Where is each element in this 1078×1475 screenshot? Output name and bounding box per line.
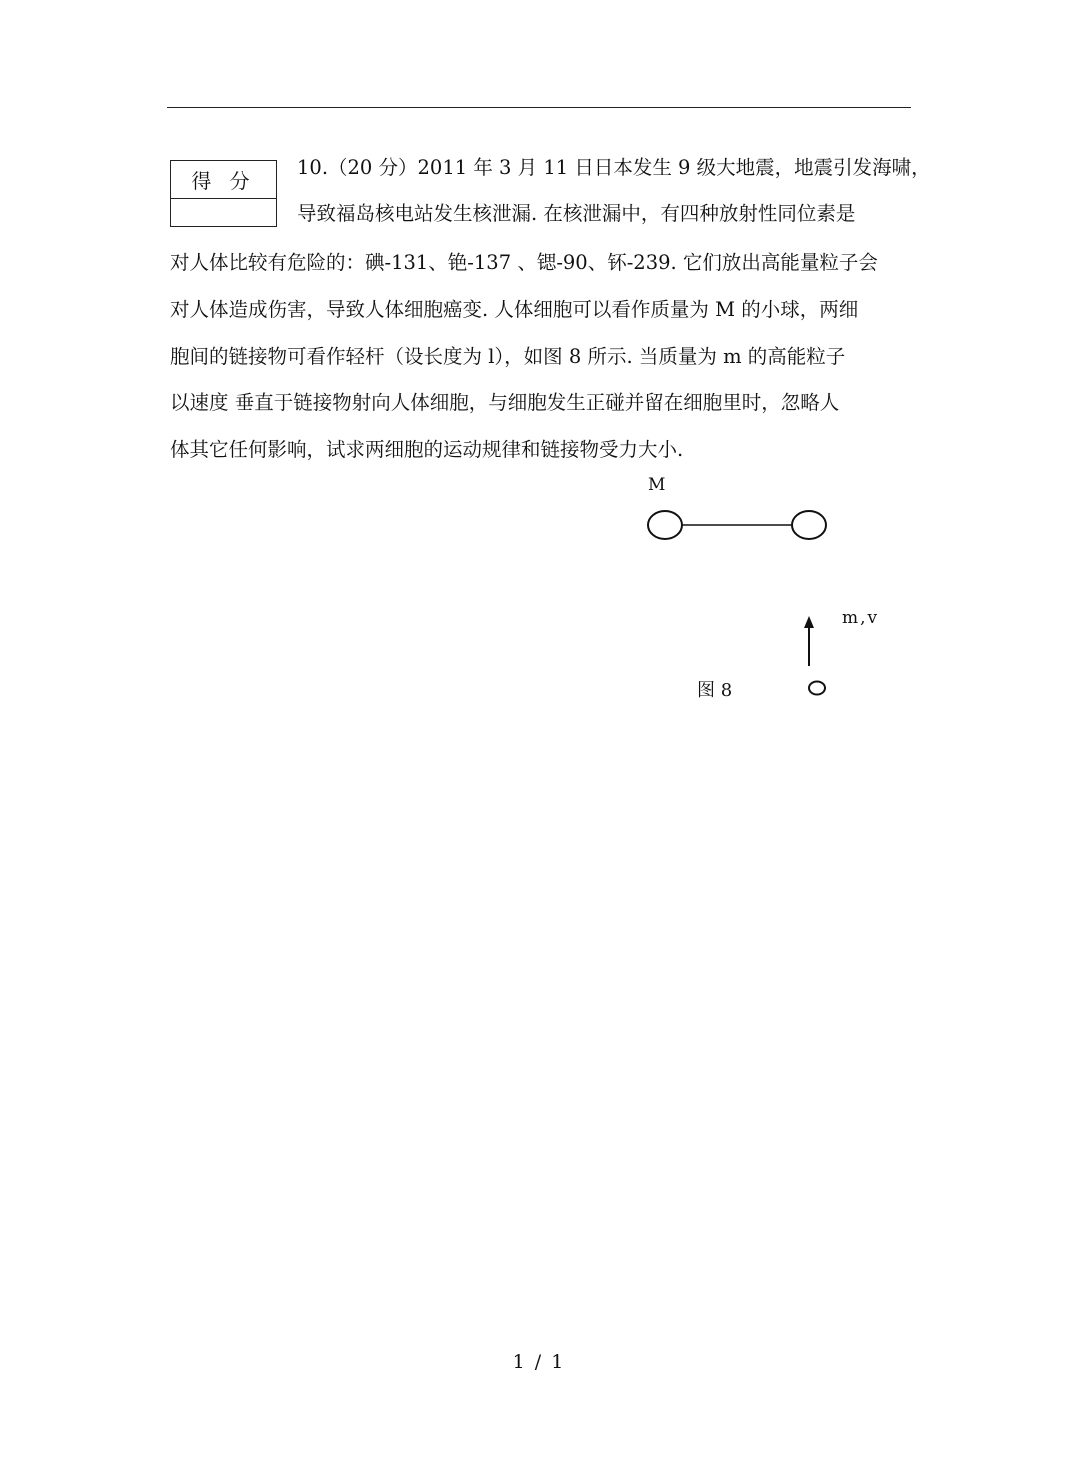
- figure-caption: 图 8: [697, 680, 733, 701]
- cell-right: [792, 511, 826, 539]
- problem-line-4: 对人体造成伤害，导致人体细胞癌变. 人体细胞可以看作质量为 M 的小球，两细: [170, 298, 859, 321]
- figure-8-diagram: [640, 500, 840, 700]
- problem-line-7: 体其它任何影响，试求两细胞的运动规律和链接物受力大小.: [170, 438, 684, 461]
- cell-left: [648, 511, 682, 539]
- velocity-arrow-head: [804, 616, 814, 628]
- problem-line-2: 导致福岛核电站发生核泄漏. 在核泄漏中，有四种放射性同位素是: [297, 202, 856, 225]
- header-rule: [167, 107, 911, 108]
- score-box: [170, 160, 277, 227]
- figure-label-M: M: [648, 475, 666, 495]
- page-number: 1 / 1: [512, 1351, 566, 1373]
- problem-line-6: 以速度 垂直于链接物射向人体细胞，与细胞发生正碰并留在细胞里时，忽略人: [170, 391, 840, 414]
- figure-label-mv: m,v: [842, 608, 880, 628]
- problem-line-3: 对人体比较有危险的：碘-131、铯-137 、锶-90、钚-239. 它们放出高能量粒子会: [170, 251, 878, 274]
- particle: [809, 682, 825, 695]
- problem-line-1: 10.（20 分）2011 年 3 月 11 日日本发生 9 级大地震，地震引发海啸，: [297, 156, 931, 179]
- score-label: 得 分: [171, 161, 276, 199]
- problem-line-5: 胞间的链接物可看作轻杆（设长度为 l），如图 8 所示. 当质量为 m 的高能粒子: [170, 345, 846, 368]
